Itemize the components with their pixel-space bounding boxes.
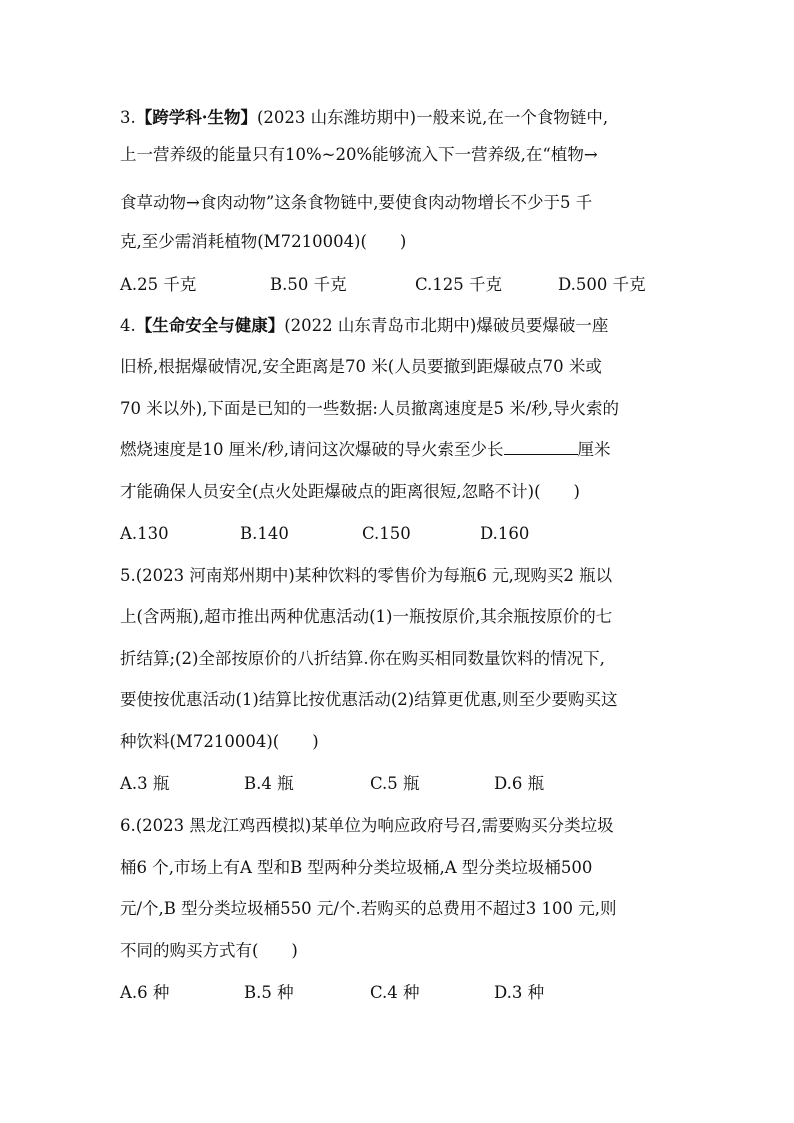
option-b: B.4 瓶 xyxy=(244,774,294,793)
question-text: 种饮料(M7210004)( ) xyxy=(120,732,319,751)
question-source: (2023 黑龙江鸡西模拟) xyxy=(135,816,312,835)
question-text: 某单位为响应政府号召,需要购买分类垃圾 xyxy=(311,816,614,835)
question-6-line-1 xyxy=(120,816,614,836)
option-a: A.130 xyxy=(120,524,169,543)
option-b: B.50 千克 xyxy=(270,275,347,294)
question-4-line-4 xyxy=(120,440,611,460)
question-source: (2022 山东青岛市北期中) xyxy=(284,316,477,335)
question-source: (2023 河南郑州期中) xyxy=(135,566,295,585)
option-c: C.5 瓶 xyxy=(370,774,420,793)
question-text: 厘米 xyxy=(577,440,611,459)
question-text: 70 米以外),下面是已知的一些数据:人员撤离速度是5 米/秒,导火索的 xyxy=(120,399,620,418)
question-text: 上(含两瓶),超市推出两种优惠活动(1)一瓶按原价,其余瓶按原价的七 xyxy=(120,607,613,626)
option-c: C.4 种 xyxy=(370,983,420,1002)
option-d: D.3 种 xyxy=(494,983,545,1002)
question-text: 食草动物→食肉动物”这条食物链中,要使食肉动物增长不少于5 千 xyxy=(120,193,593,212)
question-3-line-1 xyxy=(120,108,608,128)
question-text: 上一营养级的能量只有10%~20%能够流入下一营养级,在“植物→ xyxy=(120,145,598,164)
question-source: (2023 山东潍坊期中) xyxy=(257,108,417,127)
option-a: A.6 种 xyxy=(120,983,170,1002)
question-text: 元/个,B 型分类垃圾桶550 元/个.若购买的总费用不超过3 100 元,则 xyxy=(120,899,617,918)
question-text: 不同的购买方式有( ) xyxy=(120,941,298,960)
question-text: 桶6 个,市场上有A 型和B 型两种分类垃圾桶,A 型分类垃圾桶500 xyxy=(120,858,593,877)
question-text: 燃烧速度是10 厘米/秒,请问这次爆破的导火索至少长 xyxy=(120,440,504,459)
question-text: 旧桥,根据爆破情况,安全距离是70 米(人员要撤到距爆破点70 米或 xyxy=(120,357,602,376)
option-c: C.125 千克 xyxy=(415,275,503,294)
option-a: A.3 瓶 xyxy=(120,774,170,793)
question-text: 一般来说,在一个食物链中, xyxy=(416,108,609,127)
subject-tag: 【生命安全与健康】 xyxy=(135,316,285,335)
question-text: 某种饮料的零售价为每瓶6 元,现购买2 瓶以 xyxy=(294,566,613,585)
option-c: C.150 xyxy=(362,524,411,543)
question-text: 克,至少需消耗植物(M7210004)( ) xyxy=(120,232,407,251)
question-5-line-1 xyxy=(120,566,612,586)
question-number: 4. xyxy=(120,316,136,335)
question-text: 才能确保人员安全(点火处距爆破点的距离很短,忽略不计)( ) xyxy=(120,482,580,501)
answer-blank[interactable] xyxy=(504,440,578,455)
question-4-line-1 xyxy=(120,316,608,336)
question-number: 6. xyxy=(120,816,136,835)
question-text: 要使按优惠活动(1)结算比按优惠活动(2)结算更优惠,则至少要购买这 xyxy=(120,690,618,709)
option-d: D.500 千克 xyxy=(558,275,646,294)
option-d: D.6 瓶 xyxy=(494,774,545,793)
question-text: 折结算;(2)全部按原价的八折结算.你在购买相同数量饮料的情况下, xyxy=(120,649,605,668)
option-b: B.140 xyxy=(240,524,289,543)
option-b: B.5 种 xyxy=(244,983,294,1002)
question-text: 爆破员要爆破一座 xyxy=(476,316,609,335)
option-d: D.160 xyxy=(480,524,530,543)
subject-tag: 【跨学科·生物】 xyxy=(135,108,257,127)
option-a: A.25 千克 xyxy=(120,275,197,294)
question-number: 5. xyxy=(120,566,136,585)
question-number: 3. xyxy=(120,108,136,127)
